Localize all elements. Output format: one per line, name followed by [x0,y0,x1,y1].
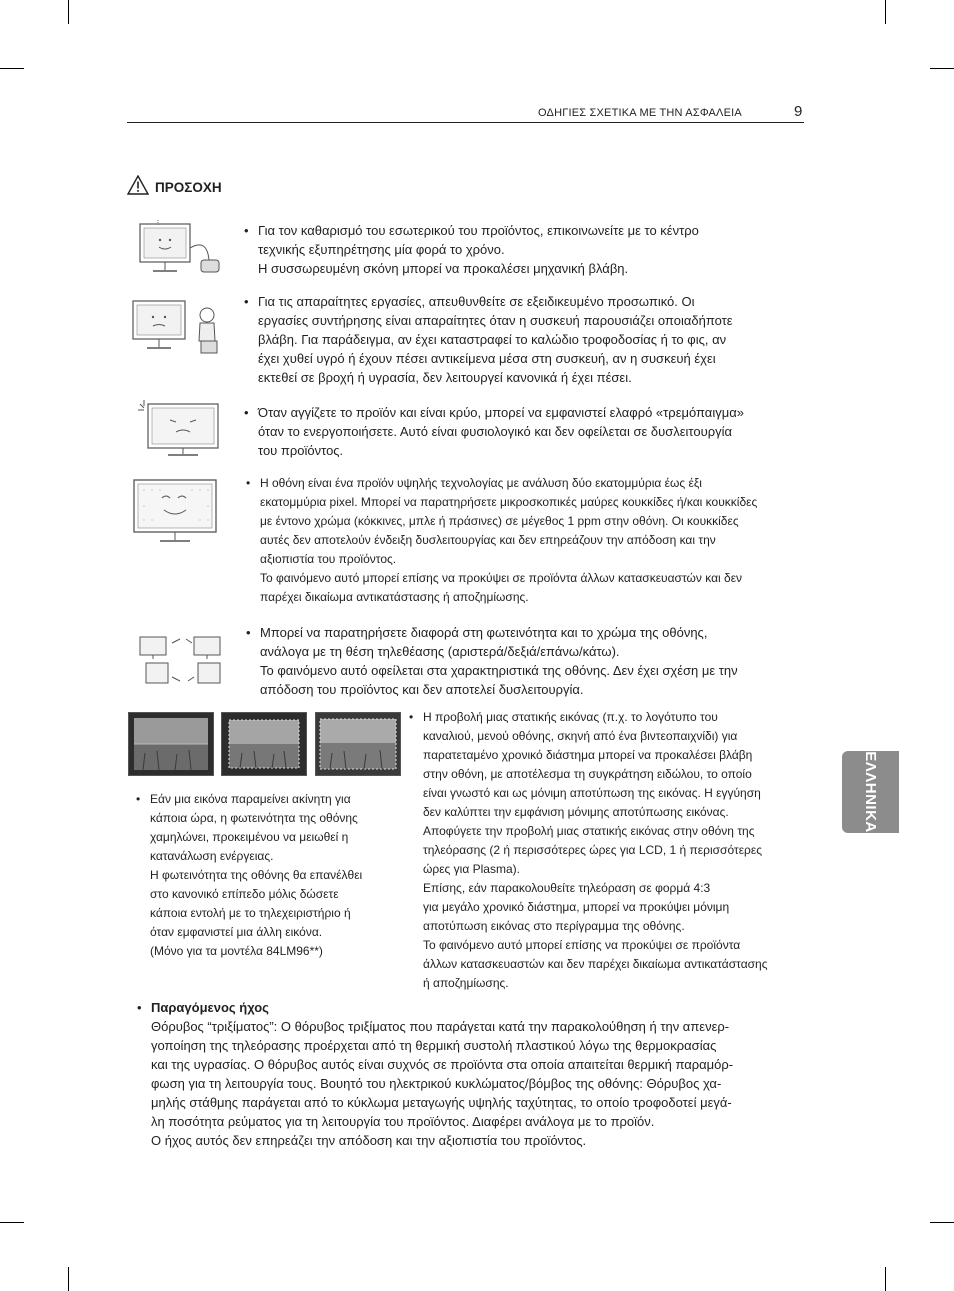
text-line: Εάν μια εικόνα παραμείνει ακίνητη για [150,792,351,806]
text-line: βλάβη. Για παράδειγμα, αν έχει καταστραφεί το καλώδιο τροφοδοσίας ή το φις, αν [258,332,727,347]
text-line: και της υγρασίας. Ο θόρυβος αυτός είναι συχνός σε προϊόντα στα οποία απαιτείται θερμική παραμόρ- [151,1057,734,1072]
bullet-glyph: • [244,223,249,238]
text-line: κατανάλωση ενέργειας. [150,849,274,863]
text-line: του προϊόντος. [258,443,344,458]
text-line: όταν το ενεργοποιήσετε. Αυτό είναι φυσιολογικό και δεν οφείλεται σε δυσλειτουργία [258,424,733,439]
bullet-glyph: • [409,710,414,724]
caution-title: ΠΡΟΣΟΧΗ [155,180,222,195]
text-line: στην οθόνη, με αποτέλεσμα τη συγκράτηση ειδώλου, το οποίο [423,767,752,781]
crop-mark [885,0,886,24]
crop-mark [930,1222,954,1223]
bullet-glyph: • [136,792,141,806]
caution-item [246,623,738,699]
text-line: κάποια ώρα, η φωτεινότητα της οθόνης [150,811,358,825]
viewing-angle-illustration [136,633,232,694]
text-line: άλλων κατασκευαστών και δεν παρέχει δικαίωμα αντικατάστασης [423,957,768,971]
text-line: γοποίηση της τηλεόρασης προέρχεται από τη θερμική συστολή πλαστικού λόγω της θερμοκρασίας [151,1038,717,1053]
tv-pixel-illustration [132,476,222,553]
text-line: παρατεταμένο χρονικό διάστημα μπορεί να προκαλέσει βλάβη [423,748,753,762]
caution-item [244,292,733,387]
static-image-photo [128,712,214,776]
text-line: φωση για τη λειτουργία τους. Βουητό του ηλεκτρικού κυκλώματος/βόμβος της οθόνης: Θόρυβος χα- [151,1076,722,1091]
section-title: ΟΔΗΓΙΕΣ ΣΧΕΤΙΚΑ ΜΕ ΤΗΝ ΑΣΦΑΛΕΙΑ [538,107,742,119]
bullet-glyph: • [246,625,251,640]
bullet-glyph: • [244,405,249,420]
crop-mark [930,68,954,69]
text-line: με έντονο χρώμα (κόκκινες, μπλε ή πράσινες) σε μέγεθος 1 ppm στην οθόνη. Οι κουκκίδες [260,514,739,528]
text-line: για μεγάλο χρονικό διάστημα, μπορεί να προκύψει μόνιμη [423,900,730,914]
text-line: αυτές δεν αποτελούν ένδειξη δυσλειτουργίας και δεν επηρεάζουν την απόδοση και την [260,533,716,547]
text-line: ή αποζημίωσης. [423,976,509,990]
caution-item [244,403,744,460]
text-line: λη ποσότητα ρεύματος για τη λειτουργία του προϊόντος. Διαφέρει ανάλογα με το προϊόν. [151,1114,655,1129]
text-line: όταν εμφανιστεί μια άλλη εικόνα. [150,925,323,939]
text-line: στο κανονικό επίπεδο μόλις δώσετε [150,887,339,901]
language-tab-label: ΕΛΛΗΝΙΚΑ [862,751,879,833]
text-line: Για τις απαραίτητες εργασίες, απευθυνθείτε σε εξειδικευμένο προσωπικό. Οι [258,294,695,309]
text-line: ώρες για Plasma). [423,862,520,876]
text-line: εκτεθεί σε βροχή ή υγρασία, δεν λειτουργεί κανονικά ή έχει πέσει. [258,370,632,385]
text-line: απόδοση του προϊόντος και δεν αποτελεί δυσλειτουργία. [260,682,584,697]
bullet-glyph: • [137,1000,142,1015]
text-line: ανάλογα με τη θέση τηλεθέασης (αριστερά/δεξιά/επάνω/κάτω). [260,644,620,659]
image-retention-note [409,708,768,993]
crop-mark [885,1267,886,1291]
text-line: Το φαινόμενο αυτό οφείλεται στα χαρακτηριστικά της οθόνης. Δεν έχει σχέση με την [260,663,738,678]
brightness-note [136,790,362,961]
text-line: Για τον καθαρισμό του εσωτερικού του προϊόντος, επικοινωνείτε με το κέντρο [258,223,699,238]
text-line: Επίσης, εάν παρακολουθείτε τηλεόραση σε φορμά 4:3 [423,881,711,895]
text-line: Το φαινόμενο αυτό μπορεί επίσης να προκύψει σε προϊόντα άλλων κατασκευαστών και δεν [260,571,743,585]
text-line: Μπορεί να παρατηρήσετε διαφορά στη φωτεινότητα και το χρώμα της οθόνης, [260,625,708,640]
crop-mark [68,1267,69,1291]
tv-flicker-illustration [134,398,230,465]
tv-cleaning-illustration [137,218,227,285]
text-line: εκατομμύρια pixel. Μπορεί να παρατηρήσετε μικροσκοπικές μαύρες κουκκίδες ή/και κουκκίδες [260,495,758,509]
text-line: τεχνικής εξυπηρέτησης μία φορά το χρόνο. [258,242,505,257]
crop-mark [0,68,24,69]
text-line: είναι γνωστό και ως μόνιμη αποτύπωση της εικόνας. Η εγγύηση [423,786,761,800]
language-tab [842,751,899,833]
text-line: Ο ήχος αυτός δεν επηρεάζει την απόδοση και την αξιοπιστία του προϊόντος. [151,1133,587,1148]
noise-section [137,998,733,1150]
text-line: έχει χυθεί υγρό ή έχουν πέσει αντικείμενα μέσα στη συσκευή, αν η συσκευή έχει [258,351,716,366]
text-line: Η φωτεινότητα της οθόνης θα επανέλθει [150,868,363,882]
text-line: Η συσσωρευμένη σκόνη μπορεί να προκαλέσει μηχανική βλάβη. [258,261,629,276]
text-line: Το φαινόμενο αυτό μπορεί επίσης να προκύψει σε προϊόντα [423,938,741,952]
tv-service-illustration [127,293,227,368]
header-rule [127,122,804,123]
caution-item [244,221,699,278]
text-line: (Μόνο για τα μοντέλα 84LM96**) [150,944,323,958]
crop-mark [0,1222,24,1223]
noise-heading: Παραγόμενος ήχος [151,1000,269,1015]
text-line: χαμηλώνει, προκειμένου να μειωθεί η [150,830,349,844]
static-image-photo [315,712,401,776]
text-line: αποτύπωση εικόνας στο περίγραμμα της οθόνης. [423,919,685,933]
text-line: εργασίες συντήρησης είναι απαραίτητες όταν η συσκευή παρουσιάζει οποιαδήποτε [258,313,733,328]
text-line: παρέχει δικαίωμα αντικατάστασης ή αποζημίωσης. [260,590,529,604]
text-line: καναλιού, μενού οθόνης, σκηνή από ένα βιντεοπαιχνίδι) για [423,729,738,743]
text-line: Η οθόνη είναι ένα προϊόν υψηλής τεχνολογίας με ανάλυση δύο εκατομμύρια έως έξι [260,476,702,490]
static-image-photo [221,712,307,776]
text-line: κάποια εντολή με το τηλεχειριστήριο ή [150,906,351,920]
text-line: Η προβολή μιας στατικής εικόνας (π.χ. το λογότυπο του [423,710,718,724]
text-line: Θόρυβος “τριξίματος”: Ο θόρυβος τριξίματος που παράγεται κατά την παρακολούθηση ή την απενερ- [151,1019,730,1034]
text-line: τηλεόρασης (2 ή περισσότερες ώρες για LCD, 1 ή περισσότερες [423,843,763,857]
page-number: 9 [794,103,803,120]
caution-item [246,474,757,607]
text-line: αξιοπιστία του προϊόντος. [260,552,397,566]
crop-mark [68,0,69,24]
bullet-glyph: • [244,294,249,309]
text-line: Όταν αγγίζετε το προϊόν και είναι κρύο, μπορεί να εμφανιστεί ελαφρό «τρεμόπαιγμα» [258,405,744,420]
text-line: δεν καλύπτει την εμφάνιση μόνιμης αποτύπωσης εικόνας. [423,805,729,819]
text-line: Αποφύγετε την προβολή μιας στατικής εικόνας στην οθόνη της [423,824,755,838]
warning-triangle-icon [127,175,149,200]
bullet-glyph: • [246,476,251,490]
text-line: μηλής στάθμης παράγεται από το κύκλωμα μεταγωγής υψηλής ταχύτητας, το οποίο τροφοδοτεί μεγά- [151,1095,732,1110]
caution-heading [127,175,222,200]
